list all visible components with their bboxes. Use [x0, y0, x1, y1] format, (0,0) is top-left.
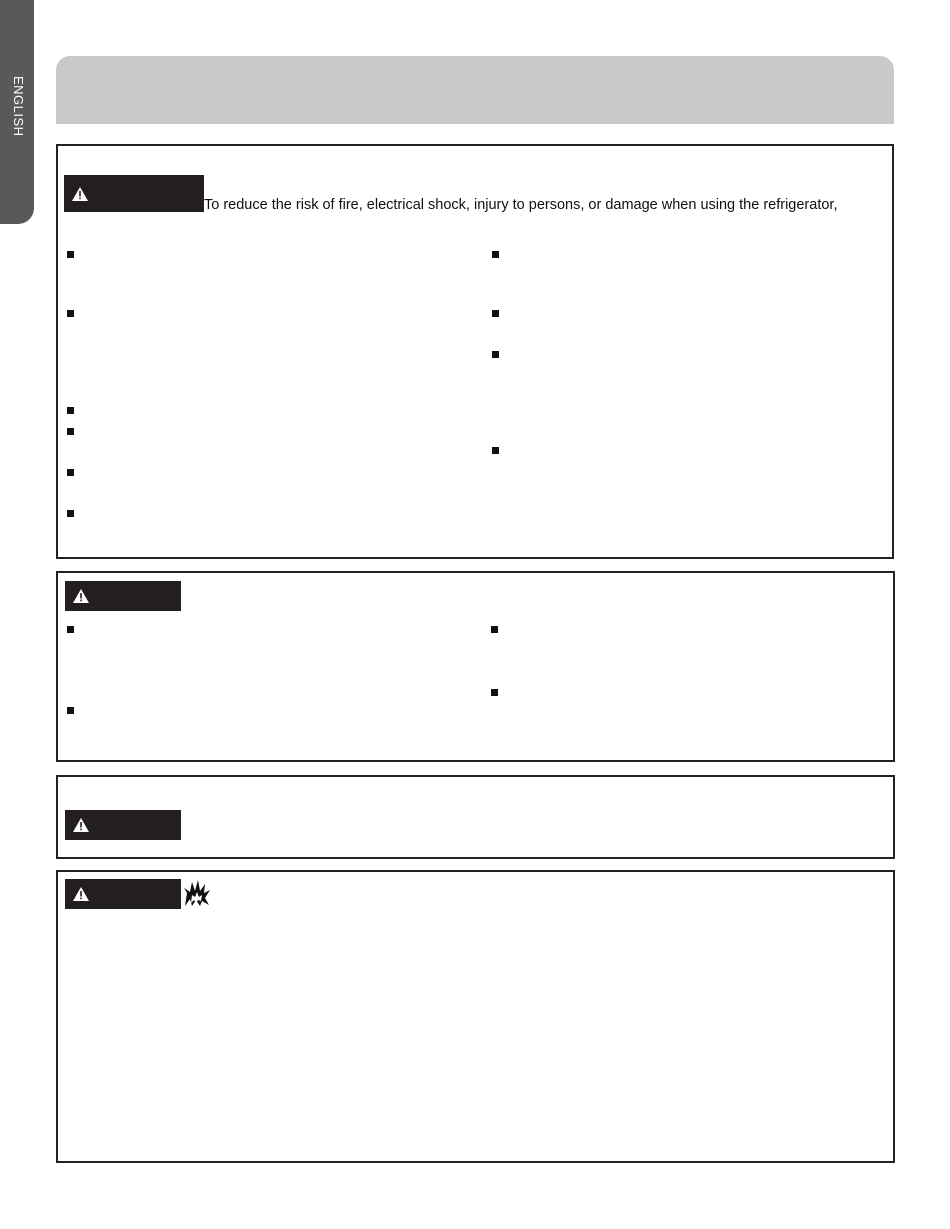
warning-label — [65, 879, 181, 909]
bullet-marker — [491, 689, 498, 696]
bullet-marker — [492, 447, 499, 454]
warning-intro-text: To reduce the risk of fire, electrical shock, injury to persons, or damage when using the refrigerator, — [204, 197, 838, 213]
language-tab — [0, 0, 34, 224]
bullet-marker — [67, 407, 74, 414]
warning-box-4 — [56, 870, 895, 1163]
warning-triangle-icon — [73, 589, 89, 603]
bullet-marker — [492, 310, 499, 317]
warning-box-main — [56, 144, 894, 559]
warning-box-2 — [56, 571, 895, 762]
warning-triangle-icon — [73, 818, 89, 832]
bullet-marker — [67, 626, 74, 633]
warning-label — [65, 581, 181, 611]
warning-label — [65, 810, 181, 840]
bullet-marker — [491, 626, 498, 633]
bullet-marker — [67, 510, 74, 517]
bullet-marker — [67, 251, 74, 258]
warning-box-3 — [56, 775, 895, 859]
bullet-marker — [492, 351, 499, 358]
warning-triangle-icon — [72, 187, 88, 201]
explosion-hazard-icon — [183, 879, 211, 907]
warning-label — [64, 175, 204, 212]
section-header-band — [56, 56, 894, 124]
bullet-marker — [67, 428, 74, 435]
bullet-marker — [67, 310, 74, 317]
language-label: ENGLISH — [11, 76, 26, 137]
warning-triangle-icon — [73, 887, 89, 901]
bullet-marker — [67, 469, 74, 476]
bullet-marker — [492, 251, 499, 258]
bullet-marker — [67, 707, 74, 714]
